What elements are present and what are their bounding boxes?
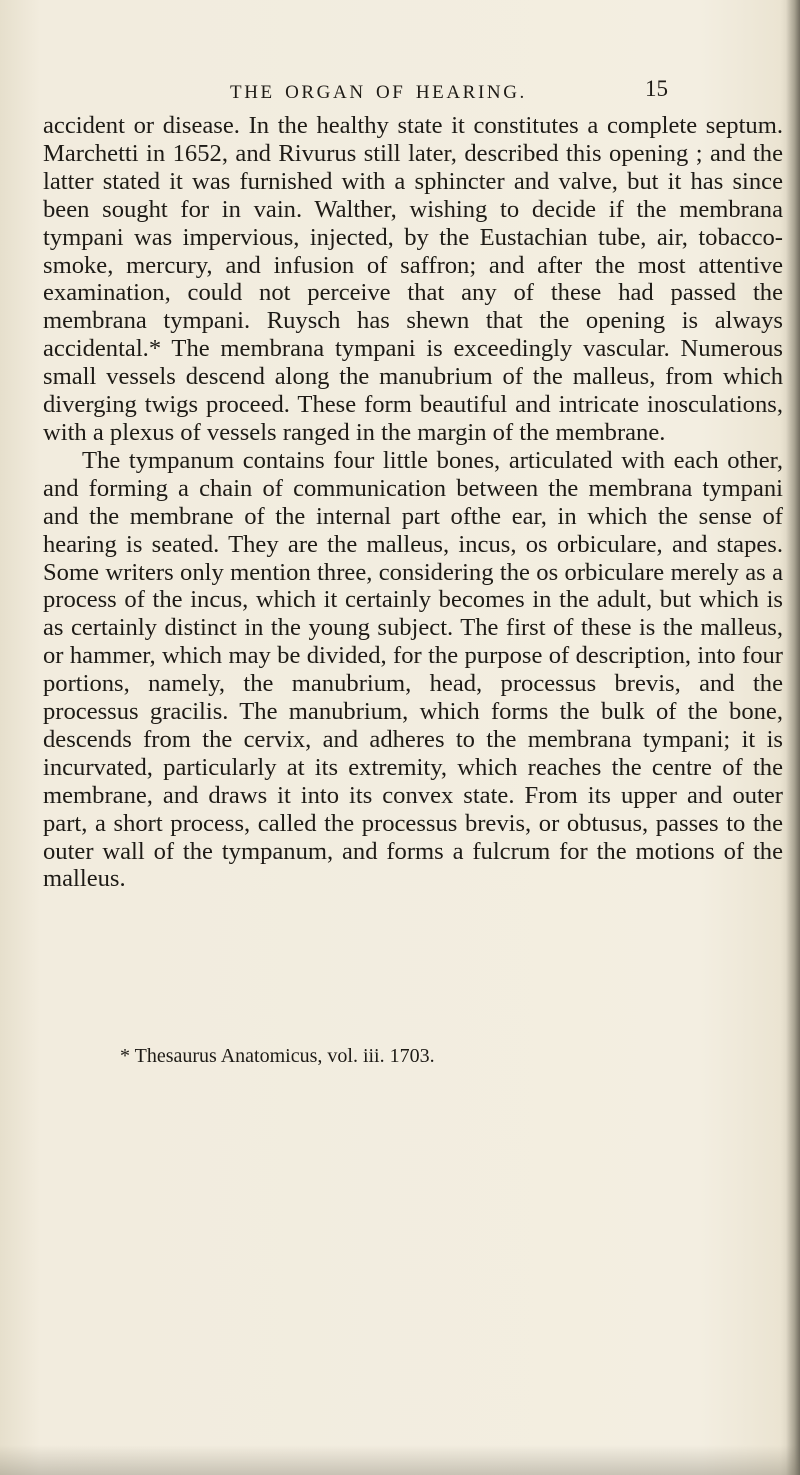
page-bottom-shadow [0, 1445, 800, 1475]
page-edge-shadow [786, 0, 800, 1475]
page-number: 15 [645, 76, 668, 101]
paragraph-1: accident or disease. In the healthy state it constitutes a complete septum. Marchetti in 1652, and Rivurus still later, described this opening ; and the latter stated it was furnished with a sphincter and valve, but it has since been sought for in vain. Walther, wishing to decide if the membrana tympani was impervious, injected, by the Eustachian tube, air, tobacco-smoke, mercury, and infusion of saffron; and after the most attentive examination, could not perceive that any of these had passed the membrana tympani. Ruysch has shewn that the opening is always accidental.* The membrana tympani is exceedingly vascular. Numerous small vessels descend along the manubrium of the malleus, from which diverging twigs proceed. These form beautiful and intricate inosculations, with a plexus of vessels ranged in the margin of the membrane. [43, 112, 783, 446]
body-text [43, 112, 783, 893]
footnote: * Thesaurus Anatomicus, vol. iii. 1703. [120, 1045, 435, 1067]
paragraph-2: The tympanum contains four little bones, articulated with each other, and forming a chain of communication between the membrana tympani and the membrane of the internal part ofthe ear, in which the sense of hearing is seated. They are the malleus, incus, os orbiculare, and stapes. Some writers only mention three, considering the os orbiculare merely as a process of the incus, which it certainly becomes in the adult, but which is as certainly distinct in the young subject. The first of these is the malleus, or hammer, which may be divided, for the purpose of description, into four portions, namely, the manubrium, head, processus brevis, and the processus gracilis. The manubrium, which forms the bulk of the bone, descends from the cervix, and adheres to the membrana tympani; it is incurvated, particularly at its extremity, which reaches the centre of the membrane, and draws it into its convex state. From its upper and outer part, a short process, called the processus brevis, or obtusus, passes to the outer wall of the tympanum, and forms a fulcrum for the motions of the malleus. [43, 446, 783, 893]
running-head: THE ORGAN OF HEARING. [230, 82, 527, 103]
